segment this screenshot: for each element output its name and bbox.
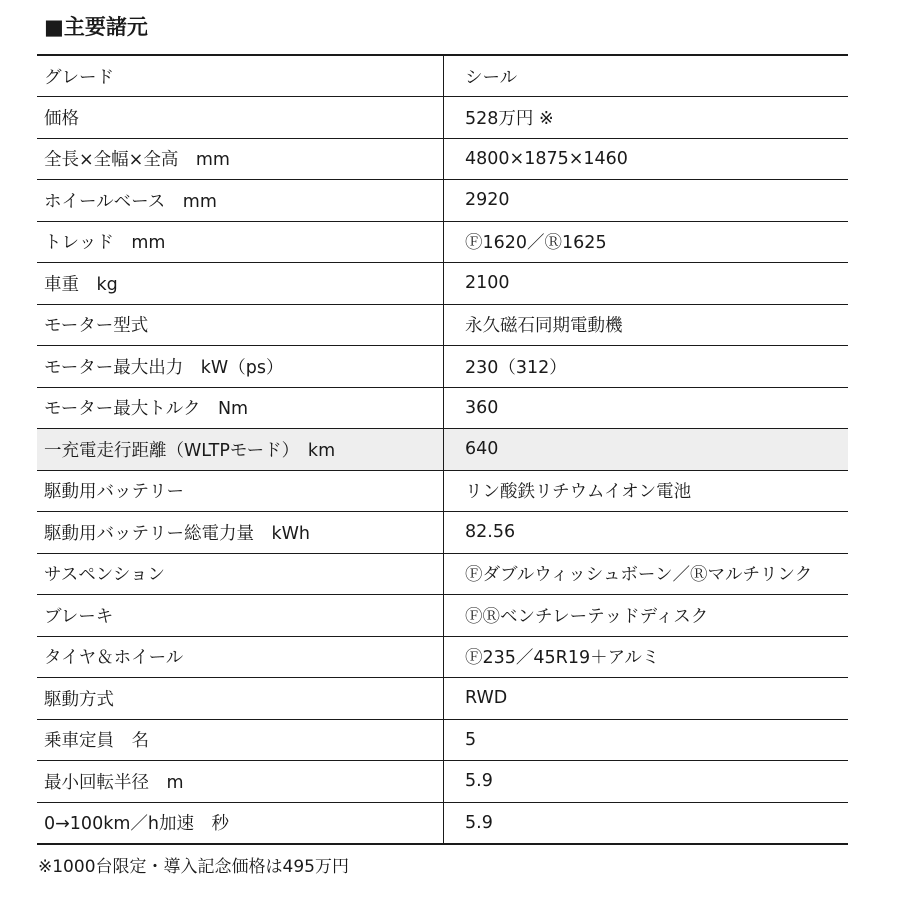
row-label: 価格 xyxy=(37,97,444,139)
table-row xyxy=(37,263,848,305)
row-label: サスペンション xyxy=(37,553,444,595)
table-row xyxy=(37,802,848,844)
footnote: ※1000台限定・導入記念価格は495万円 xyxy=(38,857,349,877)
row-label: 最小回転半径 m xyxy=(37,761,444,803)
table-row xyxy=(37,636,848,678)
row-label: モーター型式 xyxy=(37,304,444,346)
row-label: 全長×全幅×全高 mm xyxy=(37,138,444,180)
row-label: タイヤ＆ホイール xyxy=(37,636,444,678)
row-label: 駆動方式 xyxy=(37,678,444,720)
row-value: 永久磁石同期電動機 xyxy=(444,304,849,346)
row-value: 82.56 xyxy=(444,512,849,554)
row-value: 640 xyxy=(444,429,849,471)
page-title: ■主要諸元 xyxy=(44,15,148,39)
table-row xyxy=(37,678,848,720)
row-label: 一充電走行距離（WLTPモード） km xyxy=(37,429,444,471)
table-row xyxy=(37,180,848,222)
row-value: ⒻⓇベンチレーテッドディスク xyxy=(444,595,849,637)
spec-table xyxy=(37,54,848,845)
row-value: 5 xyxy=(444,719,849,761)
row-value: Ⓕダブルウィッシュボーン／Ⓡマルチリンク xyxy=(444,553,849,595)
row-label: モーター最大トルク Nm xyxy=(37,387,444,429)
table-row xyxy=(37,512,848,554)
row-label: モーター最大出力 kW（ps） xyxy=(37,346,444,388)
row-label: 乗車定員 名 xyxy=(37,719,444,761)
row-label: 駆動用バッテリー総電力量 kWh xyxy=(37,512,444,554)
row-label: 0→100km／h加速 秒 xyxy=(37,802,444,844)
table-row xyxy=(37,55,848,97)
table-row xyxy=(37,346,848,388)
row-value: 528万円 ※ xyxy=(444,97,849,139)
row-value: 2920 xyxy=(444,180,849,222)
row-value: Ⓕ235／45R19＋アルミ xyxy=(444,636,849,678)
row-label: 車重 kg xyxy=(37,263,444,305)
table-row xyxy=(37,387,848,429)
table-row xyxy=(37,138,848,180)
row-label: トレッド mm xyxy=(37,221,444,263)
row-value: リン酸鉄リチウムイオン電池 xyxy=(444,470,849,512)
table-row xyxy=(37,97,848,139)
row-label: 駆動用バッテリー xyxy=(37,470,444,512)
row-value: 230（312） xyxy=(444,346,849,388)
row-label: ブレーキ xyxy=(37,595,444,637)
row-label: ホイールベース mm xyxy=(37,180,444,222)
row-value: 4800×1875×1460 xyxy=(444,138,849,180)
row-value: シール xyxy=(444,55,849,97)
row-value: 5.9 xyxy=(444,802,849,844)
row-value: Ⓕ1620／Ⓡ1625 xyxy=(444,221,849,263)
table-row xyxy=(37,304,848,346)
row-value: RWD xyxy=(444,678,849,720)
table-row xyxy=(37,221,848,263)
row-value: 5.9 xyxy=(444,761,849,803)
table-row xyxy=(37,553,848,595)
table-row xyxy=(37,761,848,803)
row-value: 360 xyxy=(444,387,849,429)
row-label: グレード xyxy=(37,55,444,97)
table-row xyxy=(37,719,848,761)
table-row xyxy=(37,595,848,637)
row-value: 2100 xyxy=(444,263,849,305)
table-row-highlighted xyxy=(37,429,848,471)
table-row xyxy=(37,470,848,512)
